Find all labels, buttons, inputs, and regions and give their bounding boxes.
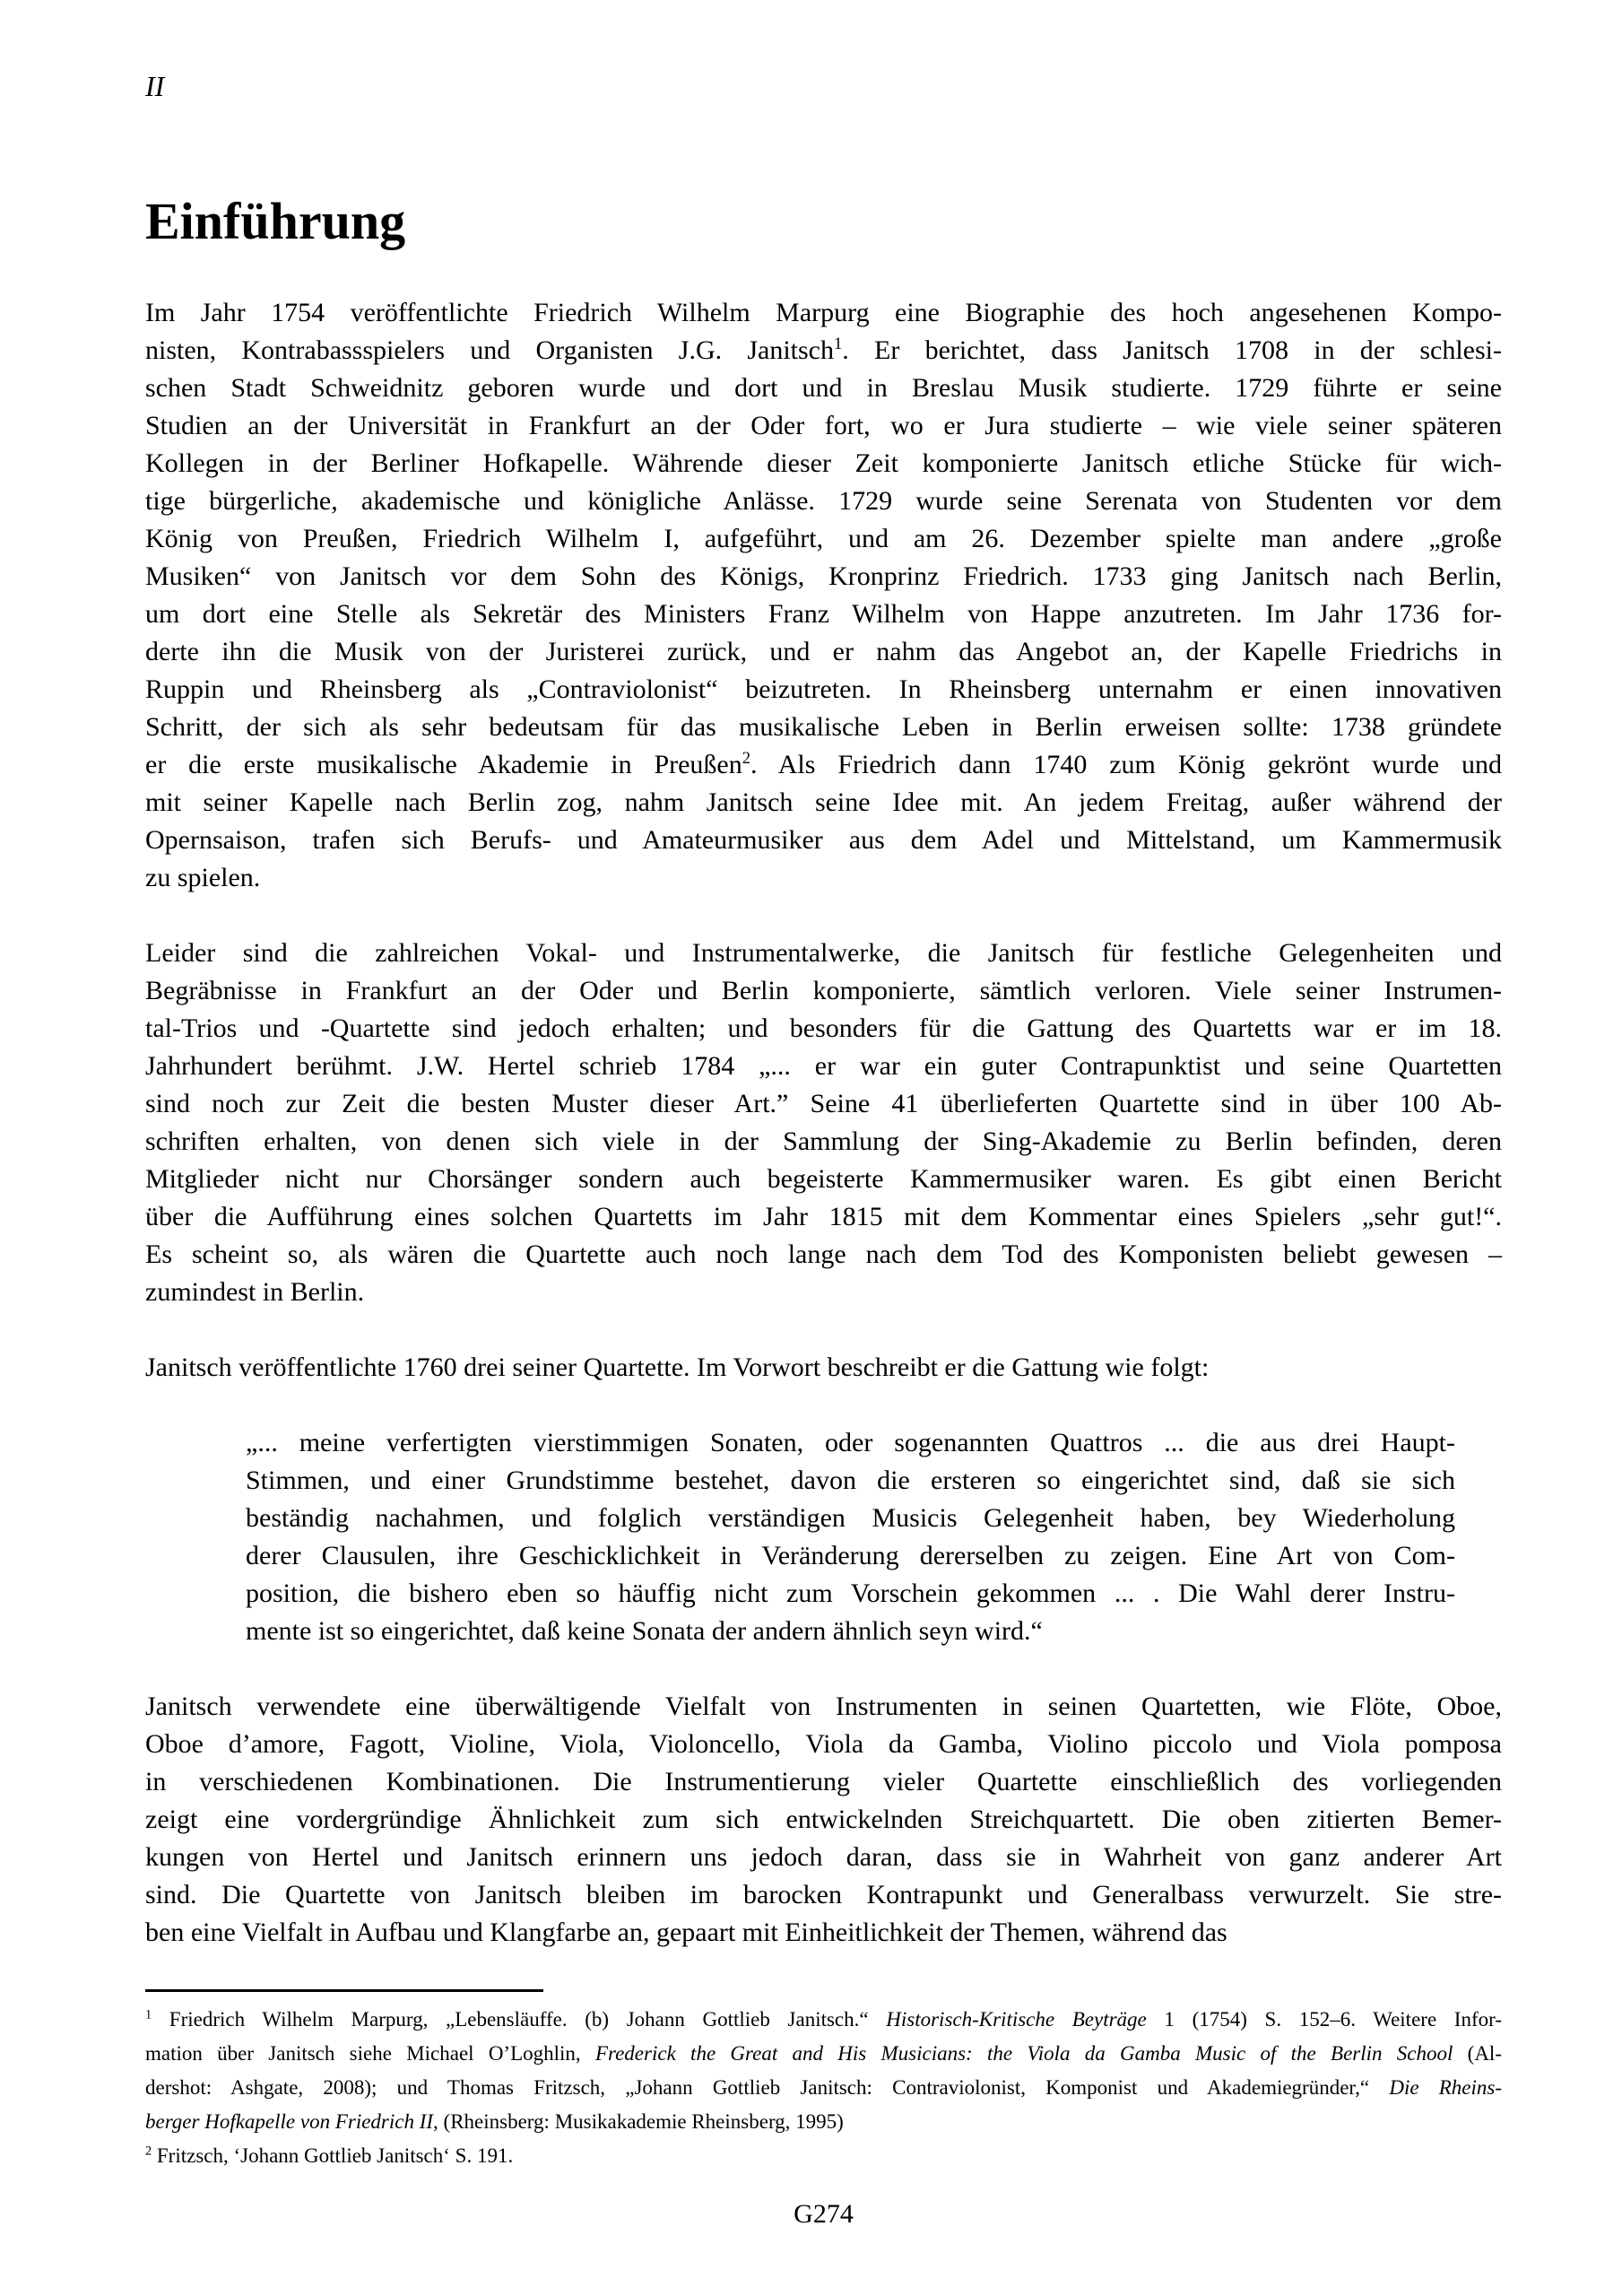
text-line <box>145 935 1502 972</box>
text-run: Kollegen in der Berliner Hofkapelle. Währende dieser Zeit komponierte Janitsch etliche Stücke für wich- <box>145 448 1502 478</box>
text-line <box>145 596 1502 633</box>
text-line <box>145 1198 1502 1236</box>
text-line <box>145 972 1502 1010</box>
italic-text: Die Rheins- <box>1389 2076 1502 2099</box>
text-run: Studien an der Universität in Frankfurt an der Oder fort, wo er Jura studierte – wie viele seiner späteren <box>145 411 1502 440</box>
page-folio-number: II <box>145 70 165 102</box>
footnote-2 <box>145 2139 1502 2173</box>
blockquote-janitsch-preface <box>246 1424 1455 1650</box>
text-run: . Als Friedrich dann 1740 zum König gekrönt wurde und <box>750 750 1502 779</box>
text-line <box>145 483 1502 520</box>
text-line <box>246 1462 1455 1500</box>
footnote-reference: 1 <box>834 335 843 353</box>
text-run: mente ist so eingerichtet, daß keine Sonata der andern ähnlich seyn wird.“ <box>246 1616 1043 1646</box>
text-run: Begräbnisse in Frankfurt an der Oder und Berlin komponierte, sämtlich verloren. Viele seiner Instrumen- <box>145 976 1502 1005</box>
text-run: Stimmen, und einer Grundstimme bestehet, davon die ersteren so eingerichtet sind, daß sie sich <box>246 1465 1455 1495</box>
italic-text: Frederick the Great and His Musicians: the Viola da Gamba Music of the Berlin School <box>594 2042 1453 2065</box>
text-run: zeigt eine vordergründige Ähnlichkeit zum sich entwickelnden Streichquartett. Die oben zitierten Bemer- <box>145 1805 1502 1834</box>
page-title: Einführung <box>145 192 406 250</box>
text-run: . Er berichtet, dass Janitsch 1708 in der schlesi- <box>842 335 1502 365</box>
text-run: Es scheint so, als wären die Quartette auch noch lange nach dem Tod des Komponisten beliebt gewesen – <box>145 1239 1502 1269</box>
text-line <box>145 1123 1502 1161</box>
footnotes-section <box>145 2003 1502 2173</box>
text-line <box>145 2105 1502 2139</box>
text-line <box>145 822 1502 859</box>
text-line <box>145 2071 1502 2105</box>
text-line <box>145 294 1502 332</box>
text-run: nisten, Kontrabassspielers und Organisten J.G. Janitsch <box>145 335 834 365</box>
text-line <box>145 1048 1502 1085</box>
text-line <box>145 633 1502 671</box>
text-run: beständig nachahmen, und folglich verständigen Musicis Gelegenheit haben, bey Wiederholung <box>246 1503 1455 1533</box>
footnote-reference: 1 <box>145 2007 152 2022</box>
text-line <box>145 671 1502 709</box>
text-line <box>145 1726 1502 1763</box>
text-run: Fritzsch, ‘Johann Gottlieb Janitsch‘ S. 191. <box>152 2144 514 2167</box>
text-run: position, die bishero eben so häuffig nicht zum Vorschein gekommen ... . Die Wahl derer Instru- <box>246 1578 1455 1608</box>
paragraph-instrumentation <box>145 1688 1502 1952</box>
paragraph-lost-works <box>145 935 1502 1311</box>
text-run: tige bürgerliche, akademische und königliche Anlässe. 1729 wurde seine Serenata von Studenten vor dem <box>145 486 1502 516</box>
italic-text: Historisch-Kritische Beyträge <box>886 2008 1147 2031</box>
text-line <box>145 709 1502 746</box>
text-line <box>145 558 1502 596</box>
text-run: über die Aufführung eines solchen Quartetts im Jahr 1815 mit dem Kommentar eines Spielers „sehr gut!“. <box>145 1202 1502 1231</box>
footnote-1 <box>145 2003 1502 2139</box>
text-line <box>145 1236 1502 1274</box>
text-run: schen Stadt Schweidnitz geboren wurde und dort und in Breslau Musik studierte. 1729 führte er seine <box>145 373 1502 403</box>
text-line <box>145 1349 1502 1387</box>
text-line <box>145 1010 1502 1048</box>
text-line <box>246 1613 1455 1650</box>
text-run: Musiken“ von Janitsch vor dem Sohn des Königs, Kronprinz Friedrich. 1733 ging Janitsch nach Berlin, <box>145 561 1502 591</box>
text-line <box>145 445 1502 483</box>
text-run: Im Jahr 1754 veröffentlichte Friedrich Wilhelm Marpurg eine Biographie des hoch angesehenen Kompo- <box>145 298 1502 327</box>
text-run: derte ihn die Musik von der Juristerei zurück, und er nahm das Angebot an, der Kapelle Friedrichs in <box>145 637 1502 666</box>
paragraph-biography <box>145 294 1502 897</box>
catalog-number: G274 <box>794 2199 854 2229</box>
text-line <box>145 784 1502 822</box>
text-run: schriften erhalten, von denen sich viele in der Sammlung der Sing-Akademie zu Berlin befinden, deren <box>145 1126 1502 1156</box>
text-line <box>246 1500 1455 1537</box>
text-run: Mitglieder nicht nur Chorsänger sondern auch begeisterte Kammermusiker waren. Es gibt einen Bericht <box>145 1164 1502 1194</box>
text-run: zu spielen. <box>145 863 261 892</box>
text-line <box>145 1763 1502 1801</box>
text-run: Opernsaison, trafen sich Berufs- und Amateurmusiker aus dem Adel und Mittelstand, um Kammermusik <box>145 825 1502 855</box>
text-line <box>145 746 1502 784</box>
text-run: ben eine Vielfalt in Aufbau und Klangfarbe an, gepaart mit Einheitlichkeit der Themen, während das <box>145 1918 1227 1947</box>
text-run: Oboe d’amore, Fagott, Violine, Viola, Violoncello, Viola da Gamba, Violino piccolo und Viola pomposa <box>145 1729 1502 1759</box>
text-run: mation über Janitsch siehe Michael O’Loghlin, <box>145 2042 595 2065</box>
footnote-separator <box>145 1989 543 1992</box>
text-run: in verschiedenen Kombinationen. Die Instrumentierung vieler Quartette einschließlich des vorliegenden <box>145 1767 1502 1796</box>
text-run: sind. Die Quartette von Janitsch bleiben im barocken Kontrapunkt und Generalbass verwurzelt. Sie stre- <box>145 1880 1502 1909</box>
text-run: tal-Trios und -Quartette sind jedoch erhalten; und besonders für die Gattung des Quartetts war er im 18. <box>145 1013 1502 1043</box>
text-line <box>246 1575 1455 1613</box>
paragraph-published-quartets <box>145 1349 1502 1387</box>
text-line <box>145 520 1502 558</box>
text-line <box>145 1801 1502 1839</box>
text-run: zumindest in Berlin. <box>145 1277 365 1307</box>
text-run: kungen von Hertel und Janitsch erinnern uns jedoch daran, dass sie in Wahrheit von ganz anderer Art <box>145 1842 1502 1872</box>
text-run: König von Preußen, Friedrich Wilhelm I, aufgeführt, und am 26. Dezember spielte man andere „große <box>145 524 1502 553</box>
text-line <box>145 859 1502 897</box>
text-line <box>145 2139 1502 2173</box>
text-run: „... meine verfertigten vierstimmigen Sonaten, oder sogenannten Quattros ... die aus drei Haupt- <box>246 1428 1455 1457</box>
text-run: 1 (1754) S. 152–6. Weitere Infor- <box>1146 2008 1502 2031</box>
text-line <box>145 407 1502 445</box>
text-line <box>145 2037 1502 2071</box>
text-run: Schritt, der sich als sehr bedeutsam für das musikalische Leben in Berlin erweisen sollte: 1738 gründete <box>145 712 1502 742</box>
text-line <box>145 1161 1502 1198</box>
text-line <box>145 2003 1502 2037</box>
text-line <box>145 1839 1502 1876</box>
text-line <box>145 332 1502 370</box>
text-line <box>246 1424 1455 1462</box>
text-line <box>145 1085 1502 1123</box>
text-line <box>246 1537 1455 1575</box>
text-run: sind noch zur Zeit die besten Muster dieser Art.” Seine 41 überlieferten Quartette sind in über 100 Ab- <box>145 1089 1502 1118</box>
italic-text: berger Hofkapelle von Friedrich II <box>145 2110 434 2133</box>
text-line <box>145 1688 1502 1726</box>
text-run: er die erste musikalische Akademie in Preußen <box>145 750 742 779</box>
text-run: um dort eine Stelle als Sekretär des Ministers Franz Wilhelm von Happe anzutreten. Im Jahr 1736 for- <box>145 599 1502 629</box>
text-run: Ruppin und Rheinsberg als „Contraviolonist“ beizutreten. In Rheinsberg unternahm er einen innovativen <box>145 674 1502 704</box>
text-run: (Al- <box>1453 2042 1502 2065</box>
text-run: Jahrhundert berühmt. J.W. Hertel schrieb 1784 „... er war ein guter Contrapunktist und seine Quartetten <box>145 1051 1502 1081</box>
text-run: dershot: Ashgate, 2008); und Thomas Fritzsch, „Johann Gottlieb Janitsch: Contraviolonist, Komponist und Akademiegründer,“ <box>145 2076 1390 2099</box>
text-run: Leider sind die zahlreichen Vokal- und Instrumentalwerke, die Janitsch für festliche Gelegenheiten und <box>145 938 1502 968</box>
text-line <box>145 370 1502 407</box>
body-text <box>145 294 1502 1952</box>
footnote-reference: 2 <box>145 2144 152 2159</box>
text-run: , (Rheinsberg: Musikakademie Rheinsberg, 1995) <box>433 2110 844 2133</box>
footnote-reference: 2 <box>742 749 751 768</box>
text-line <box>145 1274 1502 1311</box>
text-run: derer Clausulen, ihre Geschicklichkeit in Veränderung dererselben zu zeigen. Eine Art von Com- <box>246 1541 1455 1570</box>
text-run: Janitsch verwendete eine überwältigende Vielfalt von Instrumenten in seinen Quartetten, wie Flöte, Oboe, <box>145 1692 1502 1721</box>
text-line <box>145 1914 1502 1952</box>
text-line <box>145 1876 1502 1914</box>
text-run: Friedrich Wilhelm Marpurg, „Lebensläuffe. (b) Johann Gottlieb Janitsch.“ <box>152 2008 887 2031</box>
text-run: Janitsch veröffentlichte 1760 drei seiner Quartette. Im Vorwort beschreibt er die Gattung wie folgt: <box>145 1352 1210 1382</box>
text-run: mit seiner Kapelle nach Berlin zog, nahm Janitsch seine Idee mit. An jedem Freitag, außer während der <box>145 787 1502 817</box>
